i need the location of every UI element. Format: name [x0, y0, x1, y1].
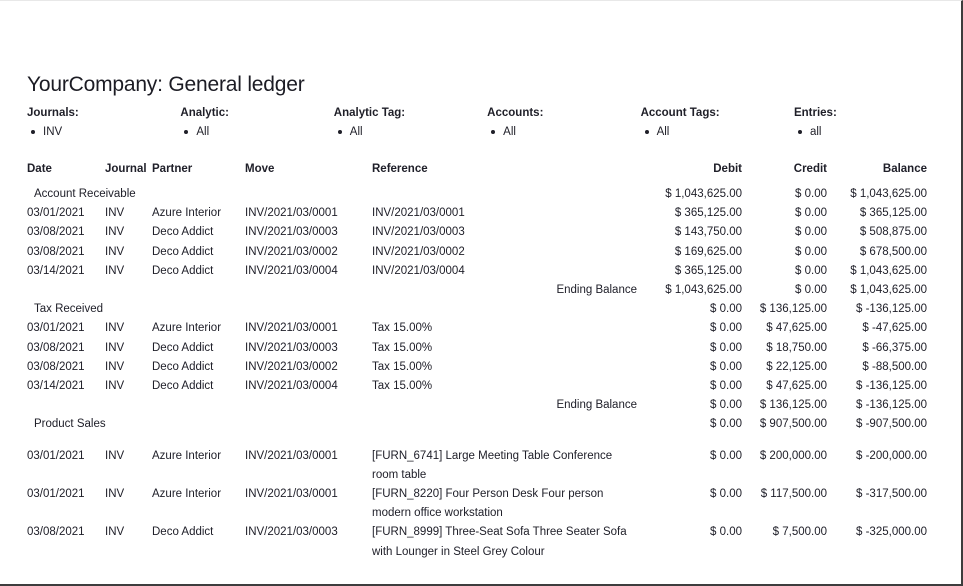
cell-credit: $ 18,750.00	[766, 341, 827, 354]
account-name: Account Receivable	[34, 188, 136, 200]
column-header-date: Date	[27, 163, 52, 175]
cell-debit: $ 365,125.00	[674, 264, 742, 277]
filter-value-text: INV	[43, 126, 63, 138]
filter-value-text: All	[503, 126, 516, 138]
cell-debit: $ 0.00	[710, 303, 742, 316]
filter-label: Analytic Tag:	[333, 107, 406, 119]
cell-debit: $ 1,043,625.00	[665, 188, 742, 200]
account-row	[27, 185, 927, 204]
cell-journal: INV	[105, 360, 125, 373]
cell-move: INV/2021/03/0004	[245, 380, 338, 393]
cell-reference: INV/2021/03/0003	[372, 226, 465, 239]
cell-partner: Deco Addict	[152, 226, 214, 239]
filter-value-text: All	[349, 126, 363, 138]
cell-credit: $ 0.00	[795, 264, 827, 277]
cell-journal: INV	[105, 264, 125, 277]
filter-entries	[794, 106, 927, 138]
cell-date: 03/08/2021	[27, 226, 85, 239]
filter-value	[180, 126, 333, 138]
filter-label: Account Tags:	[640, 107, 720, 119]
cell-balance: $ 1,043,625.00	[850, 188, 927, 200]
page-title: YourCompany: General ledger	[27, 73, 305, 96]
column-header-debit: Debit	[713, 163, 742, 175]
account-row	[27, 300, 927, 319]
cell-move: INV/2021/03/0001	[245, 322, 338, 335]
filter-value-text: All	[656, 126, 670, 138]
cell-journal: INV	[105, 488, 125, 501]
cell-balance: $ -88,500.00	[862, 360, 927, 373]
cell-reference: Tax 15.00%	[372, 380, 433, 393]
reference-text: [FURN_8999] Three-Seat Sofa Three Seater Sofa with Lounger in Steel Grey Colour	[372, 526, 627, 558]
cell-debit: $ 0.00	[710, 526, 742, 539]
cell-balance: $ 1,043,625.00	[850, 284, 927, 297]
cell-partner: Deco Addict	[152, 245, 214, 258]
cell-reference: Tax 15.00%	[372, 360, 433, 373]
column-header-move: Move	[245, 163, 275, 175]
cell-date: 03/01/2021	[27, 322, 85, 335]
table-row	[27, 358, 927, 377]
cell-debit: $ 365,125.00	[674, 207, 742, 220]
cell-debit: $ 0.00	[710, 380, 742, 393]
cell-credit: $ 907,500.00	[759, 418, 827, 431]
cell-debit: $ 0.00	[710, 360, 742, 373]
account-name: Product Sales	[34, 418, 106, 431]
bullet-icon	[338, 130, 342, 134]
filter-label: Accounts:	[487, 107, 544, 119]
filter-value-text: all	[809, 126, 822, 138]
cell-balance: $ 365,125.00	[859, 207, 927, 220]
bullet-icon	[31, 130, 35, 134]
cell-move: INV/2021/03/0003	[245, 526, 338, 539]
cell-move: INV/2021/03/0003	[245, 341, 338, 354]
reference-text: [FURN_6741] Large Meeting Table Conference room table	[372, 449, 613, 481]
cell-partner: Deco Addict	[152, 360, 214, 373]
cell-move: INV/2021/03/0002	[245, 360, 338, 373]
cell-reference: INV/2021/03/0001	[372, 207, 465, 220]
filter-analytic-tag	[334, 106, 487, 138]
cell-balance: $ -136,125.00	[856, 380, 927, 393]
cell-journal: INV	[105, 322, 125, 335]
cell-credit: $ 0.00	[795, 226, 827, 239]
cell-move: INV/2021/03/0004	[245, 264, 338, 277]
cell-reference: INV/2021/03/0002	[372, 245, 465, 258]
filter-label: Analytic:	[180, 107, 229, 119]
bullet-icon	[491, 130, 495, 134]
cell-date: 03/08/2021	[27, 360, 85, 373]
cell-partner: Deco Addict	[152, 526, 214, 539]
cell-reference: INV/2021/03/0004	[372, 264, 465, 277]
cell-date: 03/14/2021	[27, 264, 85, 277]
account-row	[27, 415, 927, 434]
table-row	[27, 377, 927, 396]
cell-balance: $ -907,500.00	[856, 418, 927, 431]
cell-balance: $ 678,500.00	[859, 245, 927, 258]
column-header-partner: Partner	[152, 163, 193, 175]
cell-debit: $ 143,750.00	[674, 226, 742, 239]
cell-reference: Tax 15.00%	[372, 322, 433, 335]
cell-reference	[372, 523, 645, 561]
filter-journals	[27, 106, 180, 138]
ending-balance-label: Ending Balance	[556, 284, 637, 297]
cell-reference	[372, 435, 645, 485]
cell-date: 03/08/2021	[27, 245, 85, 258]
report-content	[0, 73, 961, 562]
cell-balance: $ -317,500.00	[856, 488, 927, 501]
cell-credit: $ 22,125.00	[766, 360, 827, 373]
cell-balance: $ -136,125.00	[856, 303, 927, 316]
cell-balance: $ -136,125.00	[856, 399, 927, 412]
cell-balance: $ -66,375.00	[862, 341, 927, 354]
cell-date: 03/01/2021	[27, 488, 85, 501]
filter-value	[487, 126, 640, 138]
cell-date: 03/08/2021	[27, 341, 85, 354]
cell-debit: $ 169,625.00	[674, 245, 742, 258]
filter-value	[641, 126, 794, 138]
cell-partner: Deco Addict	[152, 380, 214, 393]
cell-date: 03/01/2021	[27, 207, 85, 220]
table-row	[27, 339, 927, 358]
reference-text: [FURN_8220] Four Person Desk Four person modern office workstation	[372, 488, 604, 520]
cell-move: INV/2021/03/0001	[245, 207, 338, 220]
cell-debit: $ 1,043,625.00	[665, 284, 742, 297]
table-row	[27, 523, 927, 561]
cell-journal: INV	[105, 245, 125, 258]
cell-debit: $ 0.00	[710, 488, 742, 501]
cell-credit: $ 7,500.00	[772, 526, 827, 539]
table-row	[27, 223, 927, 242]
account-name: Tax Received	[34, 303, 104, 316]
filter-summary	[27, 106, 927, 138]
general-ledger-table	[27, 162, 927, 562]
cell-debit: $ 0.00	[710, 399, 742, 412]
cell-balance: $ 508,875.00	[859, 226, 927, 239]
cell-move: INV/2021/03/0001	[245, 449, 338, 462]
filter-value	[27, 126, 180, 138]
cell-journal: INV	[105, 380, 125, 393]
cell-reference: Tax 15.00%	[372, 341, 433, 354]
cell-debit: $ 0.00	[710, 449, 742, 462]
cell-debit: $ 0.00	[710, 418, 742, 431]
bullet-icon	[184, 130, 188, 134]
cell-reference	[372, 485, 645, 523]
cell-credit: $ 117,500.00	[760, 488, 827, 501]
cell-credit: $ 47,625.00	[766, 322, 827, 335]
filter-value-text: All	[196, 126, 210, 138]
table-row	[27, 262, 927, 281]
bullet-icon	[798, 130, 802, 134]
filter-analytic	[180, 106, 333, 138]
cell-journal: INV	[105, 207, 125, 220]
cell-partner: Deco Addict	[152, 264, 214, 277]
ending-balance-row	[27, 281, 927, 300]
cell-partner: Deco Addict	[152, 341, 214, 354]
table-row	[27, 435, 927, 485]
cell-credit: $ 47,625.00	[766, 380, 827, 393]
table-row	[27, 485, 927, 523]
ending-balance-label: Ending Balance	[556, 399, 637, 412]
table-header-row	[27, 162, 927, 185]
cell-partner: Azure Interior	[152, 207, 222, 220]
cell-journal: INV	[105, 449, 125, 462]
cell-date: 03/14/2021	[27, 380, 85, 393]
cell-balance: $ -47,625.00	[862, 322, 927, 335]
filter-value	[334, 126, 487, 138]
column-header-journal: Journal	[105, 163, 147, 175]
table-row	[27, 204, 927, 223]
table-row	[27, 319, 927, 338]
filter-value	[794, 126, 927, 138]
cell-date: 03/01/2021	[27, 449, 85, 462]
cell-move: INV/2021/03/0001	[245, 488, 338, 501]
column-header-reference: Reference	[372, 163, 428, 175]
cell-move: INV/2021/03/0003	[245, 226, 338, 239]
table-row	[27, 243, 927, 262]
cell-journal: INV	[105, 226, 125, 239]
ending-balance-row	[27, 396, 927, 415]
column-header-balance: Balance	[882, 163, 927, 175]
cell-balance: $ 1,043,625.00	[850, 264, 927, 277]
filter-accounts	[487, 106, 640, 138]
column-header-credit: Credit	[793, 163, 827, 175]
cell-partner: Azure Interior	[152, 488, 222, 501]
cell-move: INV/2021/03/0002	[245, 245, 338, 258]
cell-credit: $ 0.00	[795, 188, 827, 200]
cell-credit: $ 136,125.00	[759, 303, 827, 316]
filter-label: Entries:	[793, 107, 837, 119]
cell-credit: $ 0.00	[795, 284, 827, 297]
cell-date: 03/08/2021	[27, 526, 85, 539]
filter-label: Journals:	[27, 107, 79, 119]
cell-debit: $ 0.00	[710, 341, 742, 354]
cell-partner: Azure Interior	[152, 322, 222, 335]
cell-credit: $ 0.00	[795, 245, 827, 258]
cell-debit: $ 0.00	[710, 322, 742, 335]
cell-balance: $ -325,000.00	[856, 526, 927, 539]
cell-journal: INV	[105, 341, 125, 354]
cell-balance: $ -200,000.00	[856, 449, 927, 462]
cell-credit: $ 136,125.00	[759, 399, 827, 412]
bullet-icon	[645, 130, 649, 134]
cell-credit: $ 200,000.00	[759, 449, 827, 462]
filter-account-tags	[641, 106, 794, 138]
cell-journal: INV	[105, 526, 125, 539]
cell-credit: $ 0.00	[795, 207, 827, 220]
cell-partner: Azure Interior	[152, 449, 222, 462]
